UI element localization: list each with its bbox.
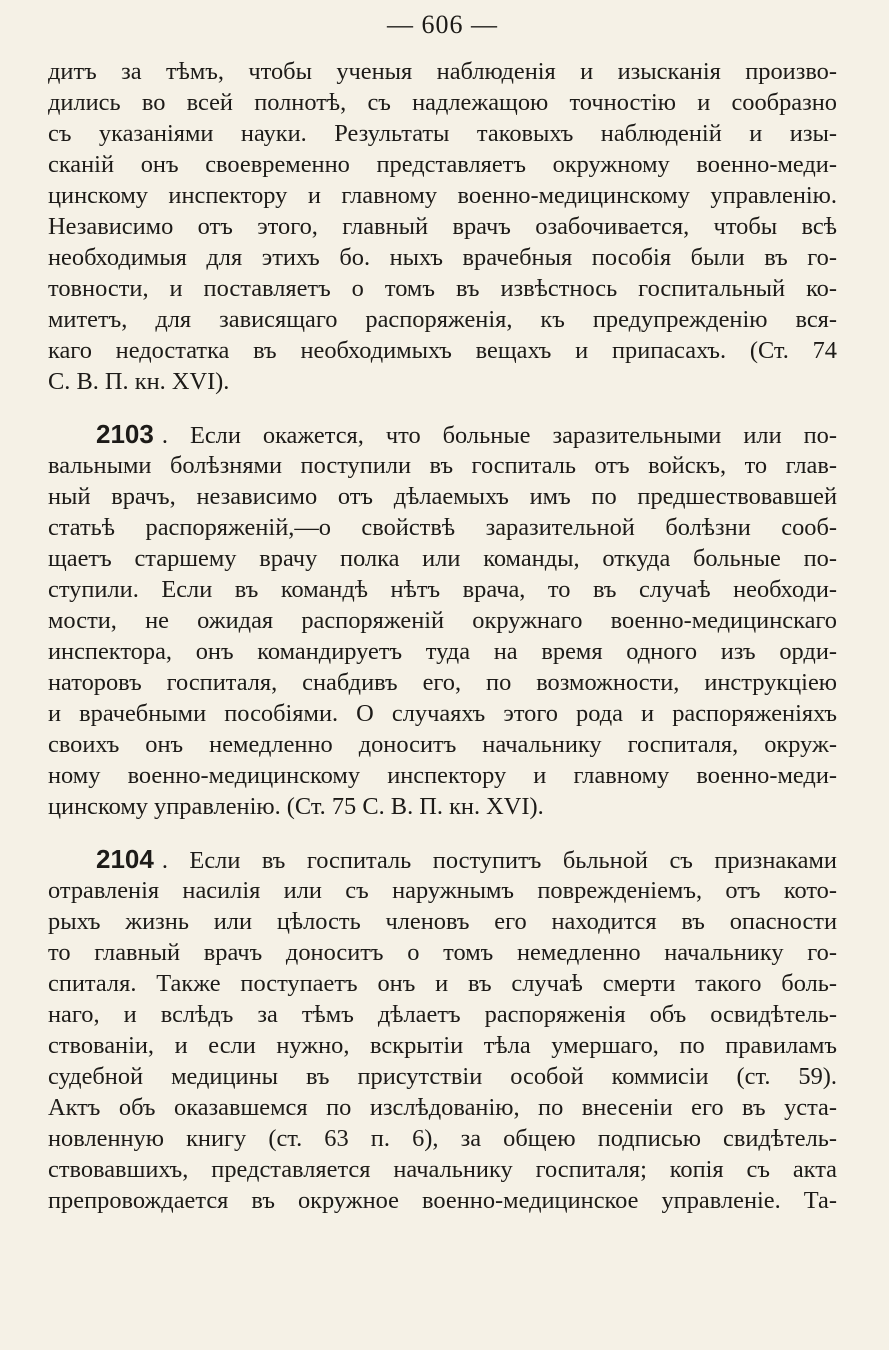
text-line: ному военно-медицинскому инспектору и главному военно-меди-: [48, 762, 837, 789]
text-line: ступили. Если въ командѣ нѣтъ врача, то въ случаѣ необходи-: [48, 576, 837, 603]
text-line: наторовъ госпиталя, снабдивъ его, по возможности, инструкціею: [48, 669, 837, 696]
paragraph-continuation: [48, 56, 837, 397]
text-line: своихъ онъ немедленно доноситъ начальнику госпиталя, окруж-: [48, 731, 837, 758]
text-line: отравленія насилія или съ наружнымъ поврежденіемъ, отъ кото-: [48, 877, 837, 904]
text-line: дитъ за тѣмъ, чтобы ученыя наблюденія и изысканія произво-: [48, 58, 837, 85]
text-line: щаетъ старшему врачу полка или команды, откуда больные по-: [48, 545, 837, 572]
text-line: вальными болѣзнями поступили въ госпиталь отъ войскъ, то глав-: [48, 452, 837, 479]
text-line: спиталя. Также поступаетъ онъ и въ случаѣ смерти такого боль-: [48, 970, 837, 997]
text-line: товности, и поставляетъ о томъ въ извѣстнось госпитальный ко-: [48, 275, 837, 302]
article-2104: [48, 844, 837, 1216]
text-line: митетъ, для зависящаго распоряженія, къ предупрежденію вся-: [48, 306, 837, 333]
text-line: каго недостатка въ необходимыхъ вещахъ и припасахъ. (Ст. 74: [48, 337, 837, 364]
article-2103: [48, 419, 837, 822]
text-line: . Если въ госпиталь поступитъ бьльной съ признаками: [161, 847, 837, 874]
text-line: дились во всей полнотѣ, съ надлежащою точностію и сообразно: [48, 89, 837, 116]
text-line: С. В. П. кн. XVI).: [48, 368, 230, 395]
article-number: 2104: [96, 844, 154, 874]
text-line-first: [48, 844, 837, 875]
text-line: необходимыя для этихъ бо. ныхъ врачебныя пособія были въ го-: [48, 244, 837, 271]
text-line: рыхъ жизнь или цѣлость членовъ его находится въ опасности: [48, 908, 837, 935]
text-line: ствовавшихъ, представляется начальнику госпиталя; копія съ акта: [48, 1156, 837, 1183]
text-line: мости, не ожидая распоряженій окружнаго военно-медицинскаго: [48, 607, 837, 634]
text-line: сканій онъ своевременно представляетъ окружному военно-меди-: [48, 151, 837, 178]
text-line: . Если окажется, что больные заразительными или по-: [161, 422, 837, 449]
text-line: цинскому управленію. (Ст. 75 С. В. П. кн. XVI).: [48, 793, 544, 820]
text-line: то главный врачъ доноситъ о томъ немедленно начальнику го-: [48, 939, 837, 966]
text-line: цинскому инспектору и главному военно-медицинскому управленію.: [48, 182, 837, 209]
article-number: 2103: [96, 419, 154, 449]
text-line: статьѣ распоряженій,—о свойствѣ заразительной болѣзни сооб-: [48, 514, 837, 541]
text-line: Независимо отъ этого, главный врачъ озабочивается, чтобы всѣ: [48, 213, 837, 240]
text-line: наго, и вслѣдъ за тѣмъ дѣлаетъ распоряженія объ освидѣтель-: [48, 1001, 837, 1028]
text-line: ствованіи, и если нужно, вскрытіи тѣла умершаго, по правиламъ: [48, 1032, 837, 1059]
text-line: Актъ объ оказавшемся по изслѣдованію, по внесеніи его въ уста-: [48, 1094, 837, 1121]
text-line: съ указаніями науки. Результаты таковыхъ наблюденій и изы-: [48, 120, 837, 147]
text-line: судебной медицины въ присутствіи особой коммисіи (ст. 59).: [48, 1063, 837, 1090]
text-line: инспектора, онъ командируетъ туда на время одного изъ орди-: [48, 638, 837, 665]
page-number: — 606 —: [387, 10, 498, 39]
text-line-first: [48, 419, 837, 450]
text-line: препровождается въ окружное военно-медицинское управленіе. Та-: [48, 1187, 837, 1214]
text-line: и врачебными пособіями. О случаяхъ этого рода и распоряженіяхъ: [48, 700, 837, 727]
text-line: ный врачъ, независимо отъ дѣлаемыхъ имъ по предшествовавшей: [48, 483, 837, 510]
text-line: новленную книгу (ст. 63 п. 6), за общею подписью свидѣтель-: [48, 1125, 837, 1152]
